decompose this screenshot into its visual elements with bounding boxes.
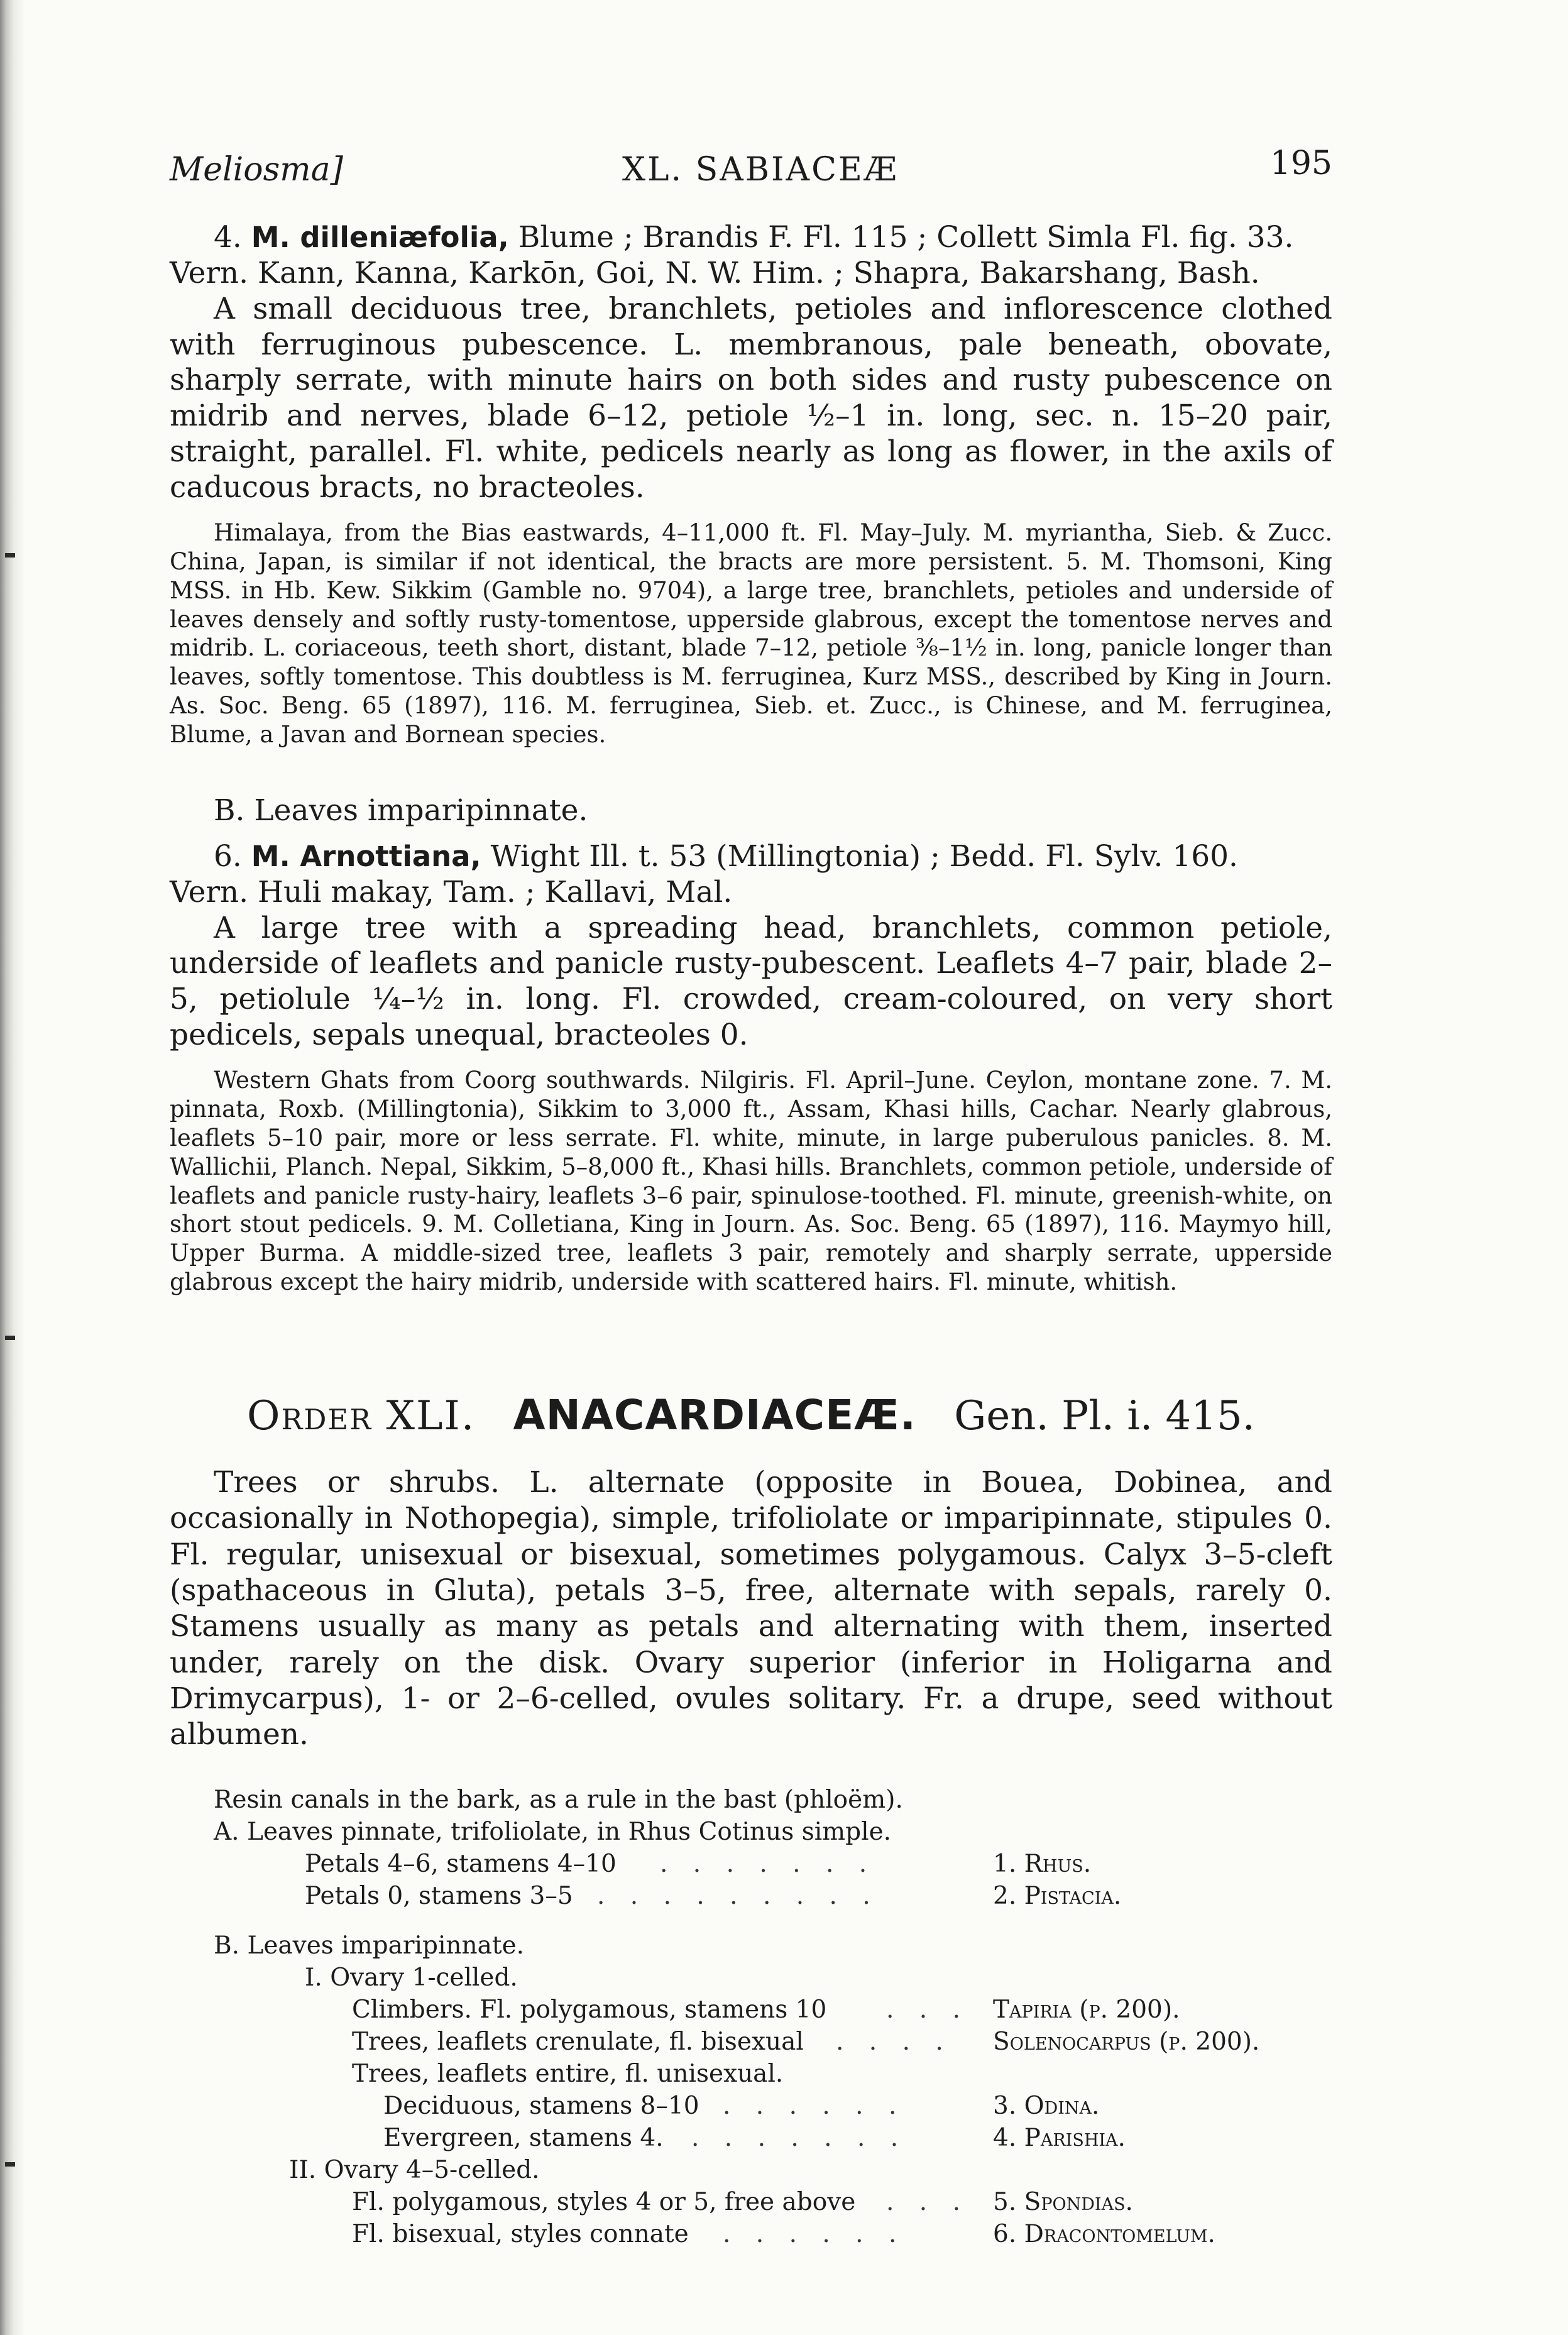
species-entry-4 xyxy=(170,220,1332,749)
key-line: Trees, leaflets entire, fl. unisexual. xyxy=(352,2059,784,2088)
key-line: A. Leaves pinnate, trifoliolate, in Rhus Cotinus simple. xyxy=(214,1817,892,1846)
entry-title xyxy=(170,839,1332,875)
scan-mark xyxy=(5,1336,15,1340)
order-label: Order XLI. xyxy=(246,1393,476,1440)
vernacular-names: Vern. Huli makay, Tam. ; Kallavi, Mal. xyxy=(170,874,733,909)
leader-dots: . . . . . . xyxy=(723,2219,906,2248)
key-line: Petals 0, stamens 3–5 . . . . . . . . . 2. Pistacia. xyxy=(170,1881,1332,1913)
leader-dots: . . . . . . . . . xyxy=(597,1881,879,1910)
key-line: Trees, leaflets crenulate, fl. bisexual . . . . Solenocarpus (p. 200). xyxy=(170,2026,1332,2058)
leader-dots: . . . xyxy=(886,2187,969,2216)
key-line: II. Ovary 4–5-celled. xyxy=(289,2155,540,2184)
key-line: Deciduous, stamens 8–10 . . . . . . 3. Odina. xyxy=(170,2091,1332,2123)
key-line: I. Ovary 1-celled. xyxy=(305,1963,518,1992)
genus-key xyxy=(170,1784,1332,2251)
entry-number: 6. xyxy=(214,838,251,874)
species-name: M. Arnottiana, xyxy=(251,839,481,873)
scan-mark xyxy=(5,2162,15,2167)
key-line: Petals 4–6, stamens 4–10 . . . . . . . 1. Rhus. xyxy=(170,1849,1332,1881)
species-name: M. dilleniæfolia, xyxy=(251,221,509,254)
leader-dots: . . . xyxy=(886,1995,969,2024)
species-notes: Western Ghats from Coorg southwards. Nilgiris. Fl. April–June. Ceylon, montane zone. 7. M. pinnata, Roxb. (Millingtonia), Sikkim to 3,000 ft., Assam, Khasi hills, Cachar. Nearly glabrous, leaflets 5–10 pair, more or less serrate. Fl. white, minute, in large puberulous panicles. 8. M. Wallichii, Planch. Nepal, Sikkim, 5–8,000 ft., Khasi hills. Branchlets, common petiole, underside of leaflets and panicle rusty-hairy, leaflets 3–6 pair, spinulose-toothed. Fl. minute, greenish-white, on short stout pedicels. 9. M. Colletiana, King in Journ. As. Soc. Beng. 65 (1897), 116. Maymyo hill, Upper Burma. A middle-sized tree, leaflets 3 pair, remotely and sharply serrate, upperside glabrous except the hairy midrib, underside with scattered hairs. Fl. minute, whitish. xyxy=(170,1067,1332,1296)
header-family: XL. SABIACEÆ xyxy=(622,151,899,189)
entry-number: 4. xyxy=(214,220,251,255)
key-line: Evergreen, stamens 4. . . . . . . . 4. Parishia. xyxy=(170,2123,1332,2155)
key-line: Climbers. Fl. polygamous, stamens 10 . . . Tapiria (p. 200). xyxy=(170,1994,1332,2026)
vernacular-names: Vern. Kann, Kanna, Karkōn, Goi, N. W. Him. ; Shapra, Bakarshang, Bash. xyxy=(170,255,1260,290)
key-line: Fl. bisexual, styles connate . . . . . . 6. Dracontomelum. xyxy=(170,2219,1332,2251)
species-description: A large tree with a spreading head, branchlets, common petiole, underside of leaflets and panicle rusty-pubescent. Leaflets 4–7 pair, blade 2–5, petiolule ¼–½ in. long. Fl. crowded, cream-coloured, on very short pedicels, sepals unequal, bracteoles 0. xyxy=(170,910,1332,1053)
order-reference: Gen. Pl. i. 415. xyxy=(954,1393,1256,1440)
key-line: B. Leaves imparipinnate. xyxy=(214,1931,525,1960)
key-line: Fl. polygamous, styles 4 or 5, free above . . . 5. Spondias. xyxy=(170,2187,1332,2219)
header-genus: Meliosma] xyxy=(170,151,343,189)
key-result: 6. Dracontomelum. xyxy=(993,2219,1215,2248)
subsection-heading: B. Leaves imparipinnate. xyxy=(214,793,588,828)
order-family: ANACARDIACEÆ. xyxy=(513,1391,916,1440)
entry-citation: Blume ; Brandis F. Fl. 115 ; Collett Simla Fl. fig. 33. xyxy=(508,220,1294,255)
running-header xyxy=(170,145,1332,195)
page xyxy=(170,145,1332,2251)
leader-dots: . . . . xyxy=(836,2027,952,2056)
key-result: Tapiria (p. 200). xyxy=(993,1995,1180,2024)
key-result: 4. Parishia. xyxy=(993,2123,1126,2152)
key-result: 5. Spondias. xyxy=(993,2187,1133,2216)
entry-citation: Wight Ill. t. 53 (Millingtonia) ; Bedd. Fl. Sylv. 160. xyxy=(481,838,1238,874)
leader-dots: . . . . . . xyxy=(723,2091,906,2120)
species-description: A small deciduous tree, branchlets, petioles and inflorescence clothed with ferruginous pubescence. L. membranous, pale beneath, obovate, sharply serrate, with minute hairs on both sides and rusty pubescence on midrib and nerves, blade 6–12, petiole ½–1 in. long, sec. n. 15–20 pair, straight, parallel. Fl. white, pedicels nearly as long as flower, in the axils of caducous bracts, no bracteoles. xyxy=(170,291,1332,505)
key-result: 3. Odina. xyxy=(993,2091,1100,2120)
scan-edge xyxy=(0,0,25,2335)
leader-dots: . . . . . . . xyxy=(691,2123,907,2152)
key-result: Solenocarpus (p. 200). xyxy=(993,2027,1260,2056)
species-entry-6 xyxy=(170,839,1332,1297)
key-result: 2. Pistacia. xyxy=(993,1881,1122,1910)
leader-dots: . . . . . . . xyxy=(660,1849,876,1878)
scan-mark xyxy=(5,553,15,558)
key-result: 1. Rhus. xyxy=(993,1849,1092,1878)
entry-title xyxy=(170,220,1332,256)
key-intro: Resin canals in the bark, as a rule in the bast (phloëm). xyxy=(214,1785,903,1814)
page-number: 195 xyxy=(1269,145,1332,182)
order-description: Trees or shrubs. L. alternate (opposite in Bouea, Dobinea, and occasionally in Nothopegia), simple, trifoliolate or imparipinnate, stipules 0. Fl. regular, unisexual or bisexual, sometimes polygamous. Calyx 3–5-cleft (spathaceous in Gluta), petals 3–5, free, alternate with sepals, rarely 0. Stamens usually as many as petals and alternating with them, inserted under, rarely on the disk. Ovary superior (inferior in Holigarna and Drimycarpus), 1- or 2–6-celled, ovules solitary. Fr. a drupe, seed without albumen. xyxy=(170,1465,1332,1752)
order-heading xyxy=(170,1391,1332,1439)
species-notes: Himalaya, from the Bias eastwards, 4–11,000 ft. Fl. May–July. M. myriantha, Sieb. & Zucc. China, Japan, is similar if not identical, the bracts are more persistent. 5. M. Thomsoni, King MSS. in Hb. Kew. Sikkim (Gamble no. 9704), a large tree, branchlets, petioles and underside of leaves densely and softly rusty-tomentose, upperside glabrous, except the tomentose nerves and midrib. L. coriaceous, teeth short, distant, blade 7–12, petiole ⅜–1½ in. long, panicle longer than leaves, softly tomentose. This doubtless is M. ferruginea, Kurz MSS., described by King in Journ. As. Soc. Beng. 65 (1897), 116. M. ferruginea, Sieb. et. Zucc., is Chinese, and M. ferruginea, Blume, a Javan and Bornean species. xyxy=(170,519,1332,748)
